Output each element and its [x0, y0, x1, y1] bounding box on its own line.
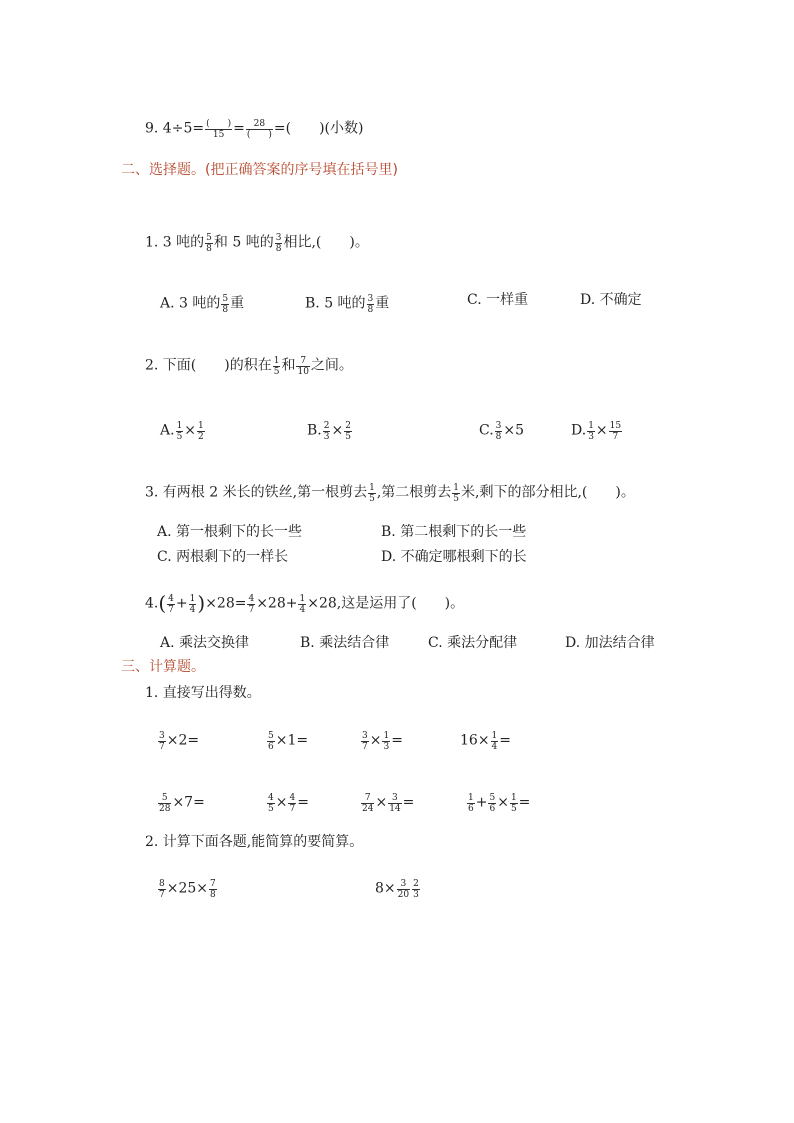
- fraction-denominator: 5: [510, 804, 517, 814]
- text-segment: ×: [375, 794, 388, 811]
- fraction-denominator: 8: [210, 890, 216, 900]
- fraction-numerator: 1: [588, 421, 594, 431]
- calc1-r1c2: [266, 730, 308, 751]
- mc3-option-a: A. 第一根剩下的长一些: [157, 524, 303, 540]
- text-segment: 8×: [375, 880, 396, 897]
- fraction-numerator: 1: [510, 793, 517, 803]
- fraction: [167, 594, 175, 615]
- q9-fraction-1: [205, 119, 232, 140]
- fraction-numerator: 1: [176, 421, 183, 431]
- calc2-title: 2. 计算下面各题,能简算的要简算。: [145, 834, 364, 850]
- fraction: [176, 421, 184, 442]
- mc4-option-b: B. 乘法结合律: [300, 635, 390, 651]
- fraction-numerator: 3: [495, 421, 502, 431]
- mc2-option-d: [571, 420, 623, 441]
- mc3-fraction-2: [452, 483, 460, 504]
- q9-prefix: 9. 4÷5=: [145, 120, 205, 137]
- fraction-denominator: 5: [369, 494, 375, 504]
- mc-question-2: [145, 355, 353, 376]
- fraction-numerator: 15: [609, 421, 622, 431]
- fraction: [267, 793, 275, 814]
- text-segment: A.: [160, 422, 175, 439]
- fraction-denominator: 10: [297, 367, 309, 377]
- mc3-option-b: B. 第二根剩下的长一些: [381, 524, 527, 540]
- fraction: [189, 594, 197, 615]
- fraction-numerator: 1: [198, 421, 204, 431]
- text-segment: ×28=: [205, 595, 247, 612]
- calc1-title: 1. 直接写出得数。: [145, 685, 261, 701]
- calc1-r1c4: [460, 730, 511, 751]
- fraction: [197, 421, 205, 442]
- fraction-numerator: 2: [345, 421, 351, 431]
- text-segment: 重: [230, 295, 245, 312]
- fraction: [158, 731, 166, 752]
- fraction: [397, 879, 410, 900]
- mc-question-4: [145, 590, 465, 615]
- fraction-denominator: 6: [468, 804, 474, 814]
- text-segment: ×: [331, 422, 344, 439]
- fraction-numerator: 5: [489, 793, 496, 803]
- text-segment: ×2=: [166, 732, 200, 749]
- fraction-denominator: 8: [495, 432, 502, 442]
- fraction-denominator: 7: [612, 432, 619, 442]
- mc4-option-d: D. 加法结合律: [565, 635, 655, 651]
- fraction: [495, 421, 503, 442]
- mc4-right-paren: ): [197, 590, 206, 615]
- fraction-denominator: 8: [206, 244, 212, 254]
- mc2-fraction-1: [273, 356, 281, 377]
- fraction-numerator: 4: [289, 793, 296, 803]
- fraction-numerator: 7: [210, 879, 216, 889]
- mc1-option-b-fraction: [367, 294, 375, 315]
- text-segment: C.: [479, 422, 494, 439]
- fraction-numerator: 8: [159, 879, 165, 889]
- fraction: [158, 879, 166, 900]
- fraction: [247, 594, 255, 615]
- calc2-expression-1: [157, 878, 218, 899]
- text-segment: B.: [307, 422, 322, 439]
- text-segment: 和: [281, 357, 296, 374]
- mc1-option-a: [160, 293, 244, 314]
- fraction: [467, 793, 475, 814]
- text-segment: D.: [571, 422, 587, 439]
- mc1-text-a: 1. 3 吨的: [145, 234, 205, 251]
- text-segment: ×28,这是运用了( )。: [307, 595, 465, 612]
- fraction-numerator: 4: [168, 594, 174, 604]
- fraction-numerator: 3: [367, 294, 374, 304]
- fraction-denominator: 8: [275, 244, 282, 254]
- fraction: [288, 793, 296, 814]
- text-segment: =: [402, 794, 415, 811]
- fraction-denominator: 3: [413, 890, 419, 900]
- fraction-numerator: 1: [453, 483, 459, 493]
- fraction-numerator: 5: [206, 233, 212, 243]
- fraction-denominator: 5: [453, 494, 459, 504]
- fraction-numerator: 1: [383, 731, 390, 741]
- text-segment: ×28+: [256, 595, 298, 612]
- mc1-option-d: D. 不确定: [580, 292, 642, 308]
- calc1-r2c2: [266, 792, 309, 813]
- section-3-title: 三、计算题。: [121, 659, 205, 675]
- text-segment: =: [518, 794, 531, 811]
- fraction: [361, 731, 369, 752]
- text-segment: ×: [369, 732, 382, 749]
- fraction-denominator: 7: [289, 804, 296, 814]
- text-segment: 重: [375, 295, 390, 312]
- text-segment: ×: [595, 422, 608, 439]
- fraction-numerator: 3: [159, 731, 165, 741]
- fraction: [158, 793, 171, 814]
- fraction-numerator: 4: [268, 793, 274, 803]
- mc1-fraction-1: [205, 233, 213, 254]
- mc4-left-paren: (: [158, 590, 167, 615]
- fraction-denominator: 20: [397, 890, 410, 900]
- fraction-denominator: 7: [362, 742, 368, 752]
- mc3-fraction-1: [368, 483, 376, 504]
- fraction-denominator: 7: [159, 742, 165, 752]
- fraction-denominator: 8: [222, 305, 229, 315]
- fraction-numerator: 5: [222, 294, 229, 304]
- question-9: [145, 118, 363, 139]
- text-segment: 3. 有两根 2 米长的铁丝,第一根剪去: [145, 484, 368, 501]
- mc1-option-a-fraction: [221, 294, 229, 315]
- mc-question-3: [145, 482, 635, 503]
- text-segment: ,第二根剪去: [376, 484, 452, 501]
- calc1-r2c1: [157, 792, 205, 813]
- fraction-denominator: 4: [491, 742, 498, 752]
- fraction: [267, 731, 275, 752]
- fraction-numerator: 1: [369, 483, 375, 493]
- fraction-denominator: ( ): [246, 130, 272, 140]
- fraction: [209, 879, 217, 900]
- mc1-fraction-2: [275, 233, 283, 254]
- text-segment: ×7=: [172, 794, 205, 811]
- fraction-denominator: 6: [489, 804, 496, 814]
- fraction-denominator: 5: [273, 367, 280, 377]
- fraction-numerator: 3: [362, 731, 368, 741]
- fraction-denominator: 3: [383, 742, 390, 752]
- mc1-option-c: C. 一样重: [467, 292, 529, 308]
- fraction-numerator: 28: [246, 119, 273, 130]
- fraction-denominator: 5: [345, 432, 351, 442]
- fraction-numerator: 3: [388, 793, 401, 804]
- fraction-denominator: 3: [323, 432, 330, 442]
- text-segment: +: [175, 595, 188, 612]
- mc2-option-c: [479, 420, 524, 441]
- text-segment: 4.: [145, 595, 159, 612]
- text-segment: 之间。: [310, 357, 353, 374]
- calc1-r2c3: [360, 792, 414, 813]
- q9-fraction-2: [246, 119, 273, 140]
- fraction-denominator: 5: [268, 804, 274, 814]
- calc1-r1c3: [360, 730, 403, 751]
- fraction-numerator: 7: [296, 356, 309, 367]
- mc4-option-c: C. 乘法分配律: [428, 635, 518, 651]
- fraction: [382, 731, 390, 752]
- fraction: [609, 421, 622, 442]
- fraction-denominator: 4: [299, 605, 306, 615]
- text-segment: ×1=: [275, 732, 309, 749]
- fraction-denominator: 24: [362, 804, 374, 814]
- fraction: [510, 793, 518, 814]
- fraction-denominator: 2: [198, 432, 204, 442]
- fraction: [587, 421, 595, 442]
- mc3-option-d: D. 不确定哪根剩下的长: [381, 549, 527, 565]
- text-segment: ×5: [503, 422, 525, 439]
- mc2-fraction-2: [296, 356, 309, 377]
- text-segment: 米,剩下的部分相比,( )。: [461, 484, 635, 501]
- fraction-denominator: 28: [159, 804, 171, 814]
- fraction-denominator: 15: [212, 130, 225, 140]
- fraction-numerator: 1: [491, 731, 498, 741]
- mc2-option-a: [160, 420, 206, 441]
- fraction-numerator: 1: [468, 793, 474, 803]
- section-2-title: 二、选择题。(把正确答案的序号填在括号里): [121, 162, 398, 178]
- fraction: [323, 421, 331, 442]
- text-segment: ×25×: [166, 880, 209, 897]
- mc3-option-c: C. 两根剩下的一样长: [157, 549, 289, 565]
- fraction-numerator: 2: [323, 421, 330, 431]
- fraction-denominator: 7: [159, 890, 165, 900]
- fraction-denominator: 7: [168, 605, 174, 615]
- fraction: [491, 731, 499, 752]
- fraction-numerator: 2: [413, 879, 419, 889]
- fraction-numerator: 5: [158, 793, 171, 804]
- text-segment: =: [499, 732, 512, 749]
- fraction-numerator: 5: [268, 731, 274, 741]
- fraction-numerator: 3: [397, 879, 410, 890]
- fraction-numerator: 1: [189, 594, 196, 604]
- fraction: [361, 793, 374, 814]
- fraction-denominator: 6: [268, 742, 274, 752]
- fraction-denominator: 7: [248, 605, 255, 615]
- fraction-numerator: 1: [299, 594, 306, 604]
- q9-suffix: =( )(小数): [273, 120, 364, 137]
- text-segment: A. 3 吨的: [160, 295, 221, 312]
- mc4-option-a: A. 乘法交换律: [160, 635, 250, 651]
- text-segment: B. 5 吨的: [305, 295, 366, 312]
- fraction-denominator: 5: [176, 432, 183, 442]
- text-segment: 2. 下面( )的积在: [145, 357, 272, 374]
- text-segment: ×: [184, 422, 197, 439]
- text-segment: +: [475, 794, 488, 811]
- calc2-expression-2: [375, 878, 421, 899]
- fraction-numerator: 4: [248, 594, 255, 604]
- mc1-option-b: [305, 293, 389, 314]
- fraction-denominator: 14: [389, 804, 401, 814]
- text-segment: =: [391, 732, 403, 749]
- mc-question-1: [145, 232, 369, 253]
- fraction: [488, 793, 496, 814]
- mc1-text-b: 和 5 吨的: [213, 234, 274, 251]
- q9-equals: =: [233, 120, 245, 137]
- text-segment: 16×: [460, 732, 490, 749]
- fraction-denominator: 3: [588, 432, 594, 442]
- calc1-r1c1: [157, 730, 199, 751]
- mc2-option-b: [307, 420, 353, 441]
- fraction-denominator: 8: [367, 305, 374, 315]
- text-segment: ×: [275, 794, 288, 811]
- fraction: [298, 594, 306, 615]
- fraction-numerator: 1: [273, 356, 280, 366]
- text-segment: ×: [497, 794, 509, 811]
- fraction-numerator: 3: [275, 233, 282, 243]
- fraction-numerator: ( ): [206, 119, 232, 129]
- fraction: [388, 793, 401, 814]
- fraction: [412, 879, 420, 900]
- fraction-denominator: 4: [189, 605, 196, 615]
- text-segment: =: [297, 794, 309, 811]
- mc1-text-c: 相比,( )。: [283, 234, 369, 251]
- calc1-r2c4: [466, 792, 530, 813]
- fraction-numerator: 7: [361, 793, 374, 804]
- fraction: [344, 421, 352, 442]
